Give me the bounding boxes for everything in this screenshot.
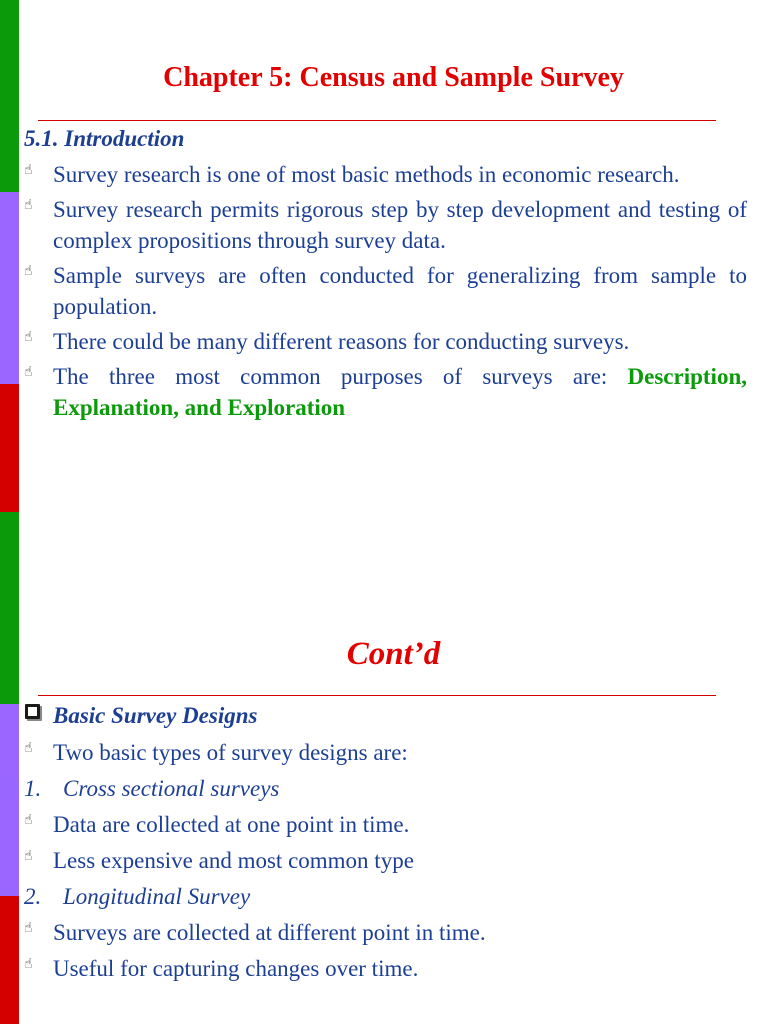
side-bar-red — [0, 384, 19, 512]
list-item — [24, 194, 747, 256]
pointing-hand-icon: ☝ — [24, 956, 33, 972]
numbered-item — [24, 881, 747, 912]
list-item — [24, 260, 747, 322]
item-text: Survey research permits rigorous step by step development and testing of complex propositions through survey data. — [53, 197, 747, 253]
item-text: The three most common purposes of surveys are: — [53, 364, 628, 389]
item-text: Less expensive and most common type — [53, 848, 414, 873]
slide-title: Cont’d — [346, 636, 441, 672]
section-heading: 5.1. Introduction — [24, 126, 185, 151]
item-text: Sample surveys are often conducted for generalizing from sample to population. — [53, 263, 747, 319]
side-bar-purple — [0, 704, 19, 896]
side-bar-green — [0, 512, 19, 704]
list-item — [24, 159, 747, 190]
section-heading: Basic Survey Designs — [53, 703, 258, 728]
pointing-hand-icon: ☝ — [24, 848, 33, 864]
pointing-hand-icon: ☝ — [24, 920, 33, 936]
item-text: Two basic types of survey designs are: — [53, 740, 408, 765]
title-rule — [38, 695, 716, 696]
list-item — [24, 917, 747, 948]
item-number: 1. — [24, 776, 42, 801]
list-item — [24, 953, 747, 984]
pointing-hand-icon: ☝ — [24, 364, 33, 380]
slide-2 — [0, 512, 768, 1024]
pointing-hand-icon: ☝ — [24, 263, 33, 279]
item-text: Cross sectional surveys — [63, 776, 280, 801]
pointing-hand-icon: ☝ — [24, 329, 33, 345]
bullet-list — [24, 737, 747, 989]
pointing-hand-icon: ☝ — [24, 740, 33, 756]
pointing-hand-icon: ☝ — [24, 197, 33, 213]
list-item — [24, 361, 747, 423]
list-item — [24, 845, 747, 876]
numbered-item — [24, 773, 747, 804]
item-text: Useful for capturing changes over time. — [53, 956, 419, 981]
checkbox-square-icon — [25, 704, 40, 719]
side-bar-purple — [0, 192, 19, 384]
side-bar-green — [0, 0, 19, 192]
side-bar-red — [0, 896, 19, 1024]
list-item — [24, 737, 747, 768]
pointing-hand-icon: ☝ — [24, 162, 33, 178]
highlight-text: Description, Explanation, and Exploration — [53, 364, 747, 420]
item-number: 2. — [24, 884, 42, 909]
item-text: Survey research is one of most basic methods in economic research. — [53, 162, 680, 187]
pointing-hand-icon: ☝ — [24, 812, 33, 828]
item-text: Data are collected at one point in time. — [53, 812, 410, 837]
item-text: Surveys are collected at different point in time. — [53, 920, 486, 945]
list-item — [24, 809, 747, 840]
slide-title: Chapter 5: Census and Sample Survey — [163, 62, 624, 93]
item-text: There could be many different reasons for conducting surveys. — [53, 329, 630, 354]
side-color-bar — [0, 512, 19, 1024]
bullet-list — [24, 159, 747, 427]
side-color-bar — [0, 0, 19, 512]
title-rule — [38, 120, 716, 121]
item-text: Longitudinal Survey — [63, 884, 251, 909]
list-item — [24, 326, 747, 357]
